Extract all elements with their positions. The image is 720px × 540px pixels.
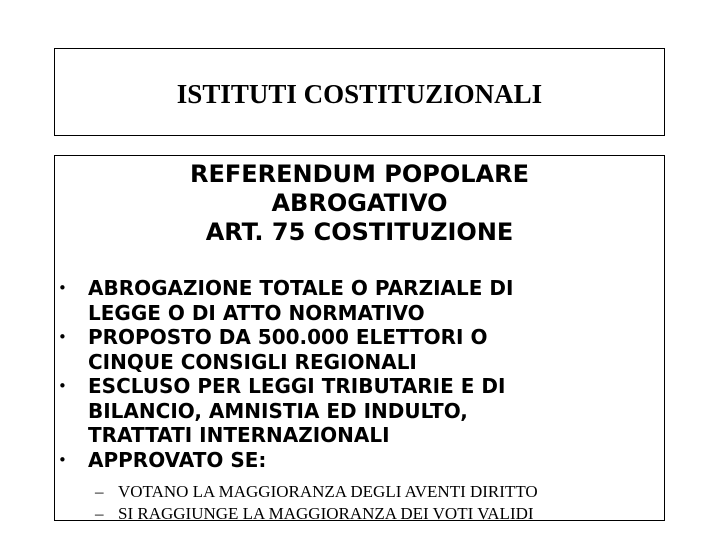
bullet-line: ABROGAZIONE TOTALE O PARZIALE DI <box>88 276 514 300</box>
sub-bullet-text: SI RAGGIUNGE LA MAGGIORANZA DEI VOTI VALIDI <box>118 504 534 523</box>
bullet-marker: • <box>58 377 67 395</box>
bullet-line: CINQUE CONSIGLI REGIONALI <box>88 349 417 374</box>
sub-bullet-marker: – <box>95 482 104 501</box>
bullet-marker: • <box>58 450 67 469</box>
sub-bullet-marker: – <box>95 504 104 523</box>
heading-line: REFERENDUM POPOLARE <box>190 160 529 188</box>
bullet-line: APPROVATO SE: <box>88 447 267 472</box>
title-box <box>54 48 665 136</box>
bullet-marker: • <box>58 279 67 297</box>
sub-bullet-text: VOTANO LA MAGGIORANZA DEGLI AVENTI DIRITTO <box>118 482 538 501</box>
heading-line: ART. 75 COSTITUZIONE <box>205 218 514 246</box>
slide-title: ISTITUTI COSTITUZIONALI <box>176 78 543 109</box>
content-heading <box>54 160 665 247</box>
bullet-list <box>0 276 720 540</box>
bullet-item <box>0 325 718 374</box>
sub-bullet-item <box>0 481 720 503</box>
bullet-line: LEGGE O DI ATTO NORMATIVO <box>88 300 425 325</box>
bullet-marker: • <box>58 328 67 346</box>
bullet-line: BILANCIO, AMNISTIA ED INDULTO, <box>88 398 468 423</box>
sub-bullet-item <box>0 503 720 525</box>
bullet-item <box>0 374 718 448</box>
bullet-item <box>0 276 718 325</box>
bullet-line: ESCLUSO PER LEGGI TRIBUTARIE E DI <box>88 374 506 398</box>
heading-line: ABROGATIVO <box>271 189 448 217</box>
bullet-item <box>0 448 718 473</box>
bullet-line: PROPOSTO DA 500.000 ELETTORI O <box>88 325 488 349</box>
bullet-line: TRATTATI INTERNAZIONALI <box>88 423 390 447</box>
